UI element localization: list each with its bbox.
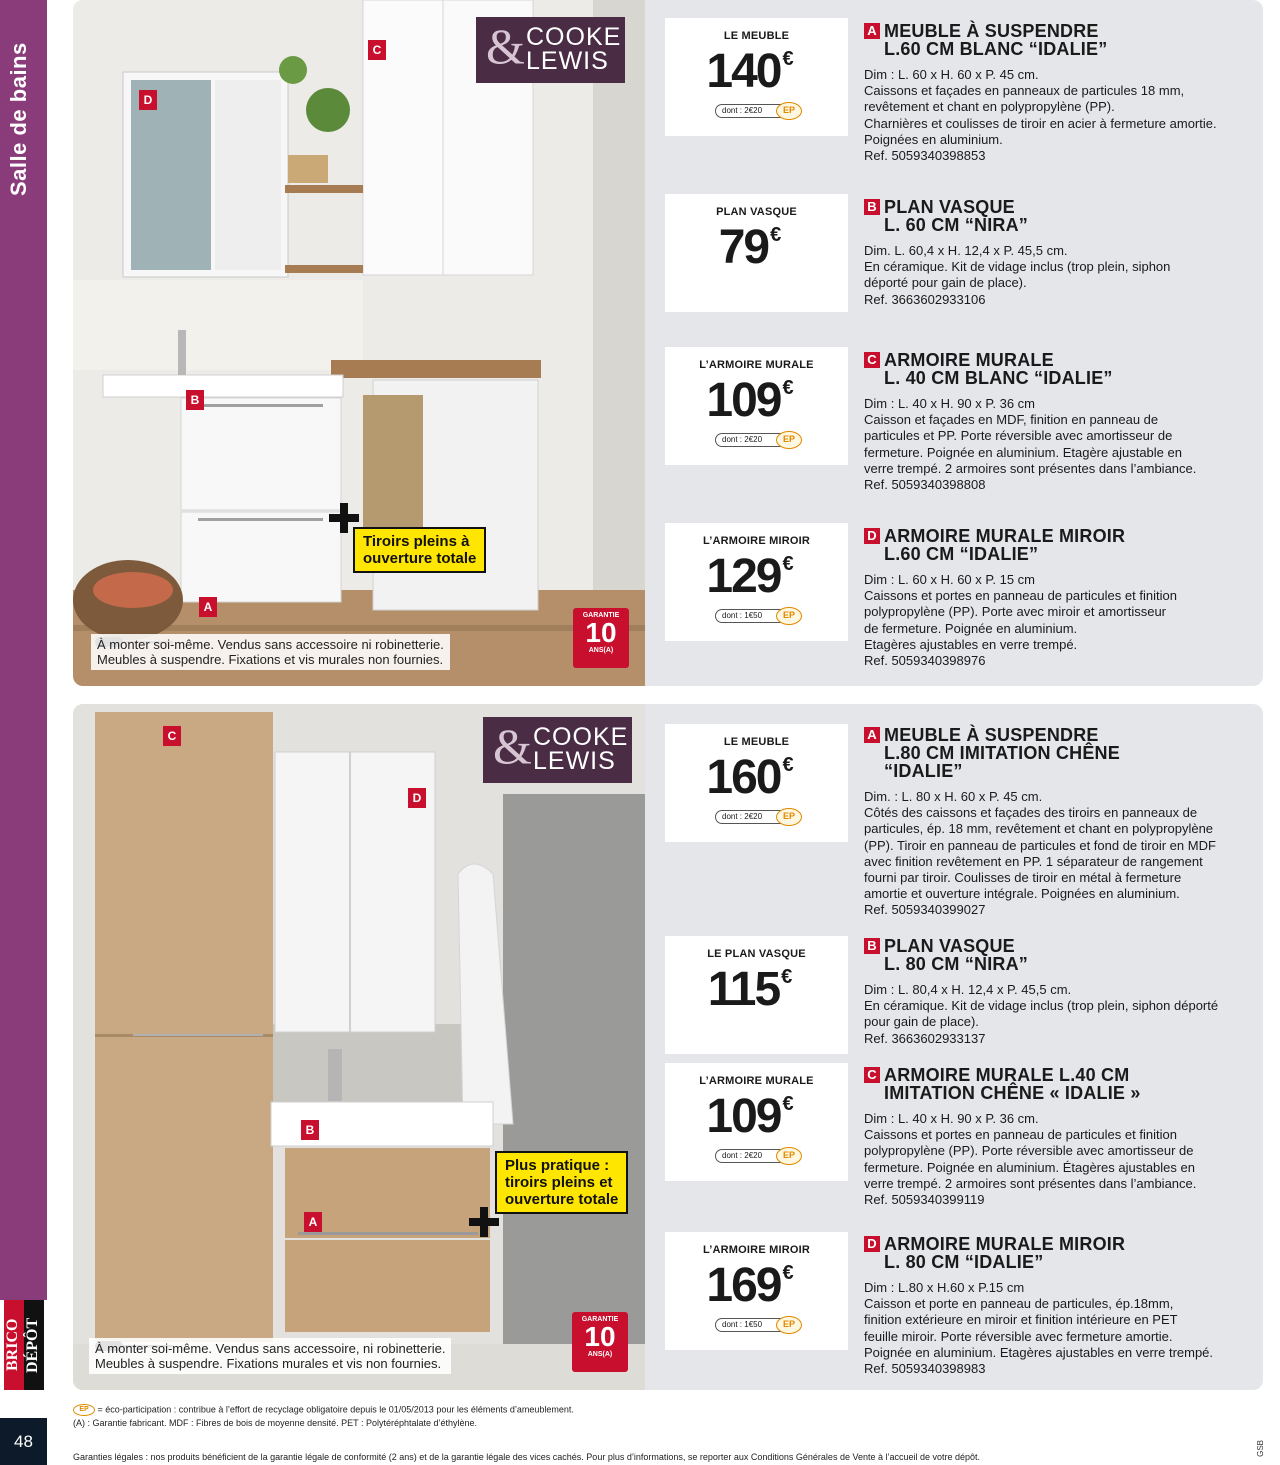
plus-icon [469,1207,499,1237]
product-title-text: ARMOIRE MURALE L.40 CM IMITATION CHÊNE « IDALIE » [884,1065,1141,1103]
price-value [665,549,835,604]
price-amount: 160 [706,751,781,804]
tag-c: C [368,40,386,60]
product-title [864,22,1249,58]
brand-depot: DÉPÔT [24,1300,44,1390]
price-amount: 169 [706,1259,781,1312]
eco-amount: dont : 1€50 [722,1320,763,1329]
product-description [864,22,1249,164]
currency-symbol: € [770,224,782,246]
tag-d: D [139,90,157,110]
product-title [864,1235,1249,1271]
product-letter: B [864,938,880,954]
price-label: PLAN VASQUE [716,206,797,218]
eco-note-text: = éco-participation : contribue à l’effort de recyclage obligatoire depuis le 01/05/2013 pour les éléments d’ameublement. [97,1404,574,1415]
page-number: 48 [0,1418,47,1465]
product-details: Dim : L. 60 x H. 60 x P. 15 cm Caissons et portes en panneau de particules et finition polypropylène (PP). Porte avec miroir et amortisseur de fermeture. Poignée en aluminium. Etagères ajustables en verre trempé. Ref. 5059340398976 [864,572,1177,669]
price-card [665,936,848,1054]
eco-participation-note [73,1404,1223,1416]
product-letter: C [864,352,880,368]
price-amount: 129 [706,550,781,603]
bathroom-photo-white [73,0,645,686]
price-amount: 79 [718,221,769,274]
product-details: Dim : L. 60 x H. 60 x P. 45 cm. Caissons et façades en panneaux de particules 18 mm, revêtement et chant en polypropylène (PP). Charnières et coulisses de tiroir en acier à fermeture amortie. Poignées en aluminium. Ref. 5059340398853 [864,67,1217,164]
feature-note: Tiroirs pleins à ouverture totale [353,527,486,573]
ep-icon: EP [776,431,802,449]
white-bathroom-illustration [73,0,645,686]
currency-symbol: € [782,377,794,399]
abbreviations-note: (A) : Garantie fabricant. MDF : Fibres de bois de moyenne densité. PET : Polytéréphtalate d’éthylène. [73,1418,478,1428]
brand-brico: BRICO [4,1300,24,1390]
product-title [864,726,1249,780]
currency-symbol: € [782,1093,794,1115]
product-letter: C [864,1067,880,1083]
ep-icon: EP [776,1316,802,1334]
bathroom-photo-oak [73,704,645,1390]
price-label: L’ARMOIRE MURALE [699,359,814,371]
product-title [864,937,1249,973]
catalog-code: GSB [1256,1440,1265,1457]
price-card [665,523,848,641]
currency-symbol: € [782,553,794,575]
product-description [864,726,1249,919]
price-label: L’ARMOIRE MURALE [699,1075,814,1087]
price-value [665,750,835,805]
price-label: L’ARMOIRE MIROIR [702,535,811,547]
eco-participation [715,104,801,118]
price-value [665,373,835,428]
sidebar [0,0,47,1465]
tag-b: B [186,390,204,410]
price-card [665,194,848,312]
cooke-lewis-logo [476,17,625,83]
guarantee-unit: ANS(A) [587,1351,613,1358]
ep-icon: EP [776,808,802,826]
product-title [864,1066,1249,1102]
ep-icon: EP [776,607,802,625]
ep-icon: EP [776,102,802,120]
product-details: Dim : L. 80,4 x H. 12,4 x P. 45,5 cm. En céramique. Kit de vidage inclus (trop plein, siphon déporté pour gain de place). Ref. 3663602933137 [864,982,1219,1046]
currency-symbol: € [782,754,794,776]
price-amount: 109 [706,374,781,427]
tag-a: A [199,597,217,617]
product-letter: B [864,199,880,215]
ep-icon: EP [776,1147,802,1165]
cooke-lewis-amp: & [493,718,532,774]
cooke-line: COOKE [526,23,622,51]
price-value [665,962,835,1017]
guarantee-badge [573,608,629,668]
legal-guarantee-note: Garanties légales : nos produits bénéficient de la garantie légale de conformité (2 ans) et de la garantie légale des vices cachés. Pour plus d’informations, se reporter aux Conditions Générales de Vente à l’accueil de votre dépôt. [73,1452,981,1462]
product-letter: A [864,727,880,743]
guarantee-label: GARANTIE [582,612,620,619]
product-panel-white [73,0,1263,686]
tag-a: A [304,1212,322,1232]
product-details: Dim : L. 40 x H. 90 x P. 36 cm. Caissons et portes en panneau de particules et finition polypropylène (PP). Porte réversible avec amortisseur de fermeture. Poignée en aluminium. Étagères ajustables en verre trempé. 2 armoires sont présentes dans l’ambiance. Ref. 5059340399119 [864,1111,1197,1208]
product-description [864,527,1249,669]
price-amount: 140 [706,45,781,98]
tag-c: C [163,726,181,746]
guarantee-badge [572,1312,628,1372]
price-amount: 115 [707,963,780,1016]
assembly-note: À monter soi-même. Vendus sans accessoire ni robinetterie. Meubles à suspendre. Fixations et vis murales non fournies. [91,634,450,670]
currency-symbol: € [782,1262,794,1284]
product-title-text: ARMOIRE MURALE MIROIR L. 80 CM “IDALIE” [884,1234,1126,1272]
eco-participation [715,1318,801,1332]
price-card [665,347,848,465]
eco-amount: dont : 2€20 [722,812,763,821]
product-title-text: PLAN VASQUE L. 80 CM “NIRA” [884,936,1029,974]
guarantee-label: GARANTIE [581,1316,619,1323]
cooke-line: COOKE [533,723,629,751]
tag-b: B [301,1120,319,1140]
price-value [665,1089,835,1144]
product-description [864,937,1249,1047]
section-title: Salle de bains [6,42,31,196]
feature-note: Plus pratique : tiroirs pleins et ouverture totale [495,1151,628,1214]
cooke-lewis-amp: & [486,18,525,74]
product-title-text: ARMOIRE MURALE MIROIR L.60 CM “IDALIE” [884,526,1126,564]
product-letter: A [864,23,880,39]
product-title [864,351,1249,387]
product-title [864,198,1249,234]
cooke-lewis-logo [483,717,632,783]
lewis-line: LEWIS [533,747,616,775]
currency-symbol: € [781,966,793,988]
eco-participation [715,1149,801,1163]
product-details: Dim. L. 60,4 x H. 12,4 x P. 45,5 cm. En céramique. Kit de vidage inclus (trop plein, siphon déporté pour gain de place). Ref. 3663602933106 [864,243,1171,307]
eco-amount: dont : 2€20 [722,106,763,115]
product-details: Dim : L.80 x H.60 x P.15 cm Caisson et porte en panneau de particules, ép.18mm, finition extérieure en miroir et finition intérieure en PET feuille miroir. Porte réversible avec fermeture amortie. Poignée en aluminium. Etagères ajustables en verre trempé. Ref. 5059340398983 [864,1280,1214,1377]
eco-participation [715,433,801,447]
sidebar-accent-band [0,0,47,1300]
product-details: Dim : L. 40 x H. 90 x P. 36 cm Caisson et façades en MDF, finition en panneau de particules et PP. Porte réversible avec amortisseur de fermeture. Poignée en aluminium. Etagère ajustable en verre trempé. 2 armoires sont présentes dans l’ambiance. Ref. 5059340398808 [864,396,1197,493]
eco-participation [715,609,801,623]
price-card [665,1232,848,1350]
product-title-text: MEUBLE À SUSPENDRE L.60 CM BLANC “IDALIE” [884,21,1108,59]
cooke-lewis-name [526,25,621,73]
product-letter: D [864,1236,880,1252]
product-title-text: ARMOIRE MURALE L. 40 CM BLANC “IDALIE” [884,350,1113,388]
price-value [665,1258,835,1313]
ep-icon: EP [73,1404,95,1416]
oak-bathroom-illustration [73,704,645,1390]
product-title-text: MEUBLE À SUSPENDRE L.80 CM IMITATION CHÊNE “IDALIE” [884,725,1120,781]
product-letter: D [864,528,880,544]
product-panel-oak [73,704,1263,1390]
product-description [864,198,1249,308]
brico-depot-logo [4,1300,44,1390]
price-value [665,44,835,99]
price-label: LE MEUBLE [723,30,790,42]
eco-participation [715,810,801,824]
currency-symbol: € [782,48,794,70]
price-amount: 109 [706,1090,781,1143]
eco-amount: dont : 2€20 [722,435,763,444]
price-card [665,724,848,842]
guarantee-years: 10 [585,617,617,648]
price-label: LE PLAN VASQUE [707,948,806,960]
tag-d: D [408,788,426,808]
product-details: Dim. : L. 80 x H. 60 x P. 45 cm. Côtés des caissons et façades des tiroirs en panneaux de particules, ép. 18 mm, revêtement et chant en polypropylène (PP). Tiroir en panneau de particules et fond de tiroir en MDF avec finition revêtement en PP. 1 séparateur de rangement fourni par tiroir. Coulisses de tiroir en métal à fermeture amortie et ouverture intégrale. Poignées en aluminium. Ref. 5059340399027 [864,789,1216,918]
price-label: LE MEUBLE [723,736,790,748]
price-label: L’ARMOIRE MIROIR [702,1244,811,1256]
product-title-text: PLAN VASQUE L. 60 CM “NIRA” [884,197,1029,235]
assembly-note: À monter soi-même. Vendus sans accessoire, ni robinetterie. Meubles à suspendre. Fixations murales et vis non fournies. [89,1338,451,1374]
product-title [864,527,1249,563]
eco-amount: dont : 1€50 [722,611,763,620]
eco-amount: dont : 2€20 [722,1151,763,1160]
product-description [864,351,1249,493]
price-card [665,18,848,136]
guarantee-unit: ANS(A) [588,647,614,654]
price-card [665,1063,848,1181]
product-description [864,1066,1249,1208]
lewis-line: LEWIS [526,47,609,75]
price-value [665,220,835,275]
cooke-lewis-name [533,725,628,773]
guarantee-years: 10 [584,1321,616,1352]
product-description [864,1235,1249,1377]
